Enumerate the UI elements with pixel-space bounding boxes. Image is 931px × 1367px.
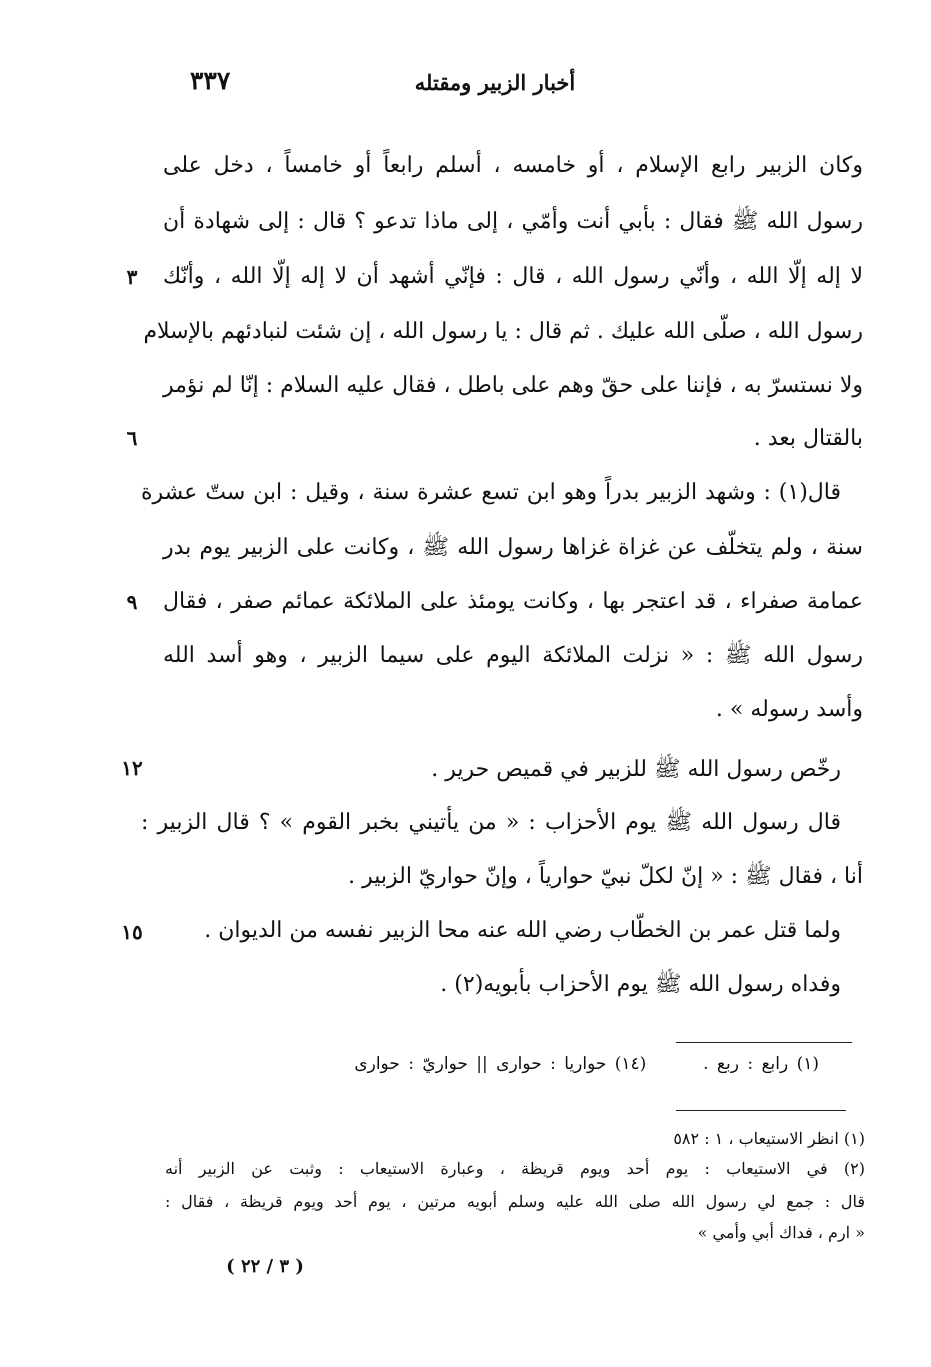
body-line: رسول الله ، صلّى الله عليك . ثم قال : يا رسول الله ، إن شئت لنبادئهم بالإسلام <box>143 319 863 344</box>
body-line: قال(١) : وشهد الزبير بدراً وهو ابن تسع عشرة سنة ، وقيل : ابن ستّ عشرة <box>141 480 841 505</box>
body-line: ولا نستسرّ به ، فإننا على حقّ وهم على باطل ، فقال عليه السلام : إنّا لم نؤمر <box>163 373 863 398</box>
footnotes-separator-rule <box>676 1110 846 1111</box>
running-header-title: أخبار الزبير ومقتله <box>414 70 576 95</box>
body-line: وفداه رسول الله ﷺ يوم الأحزاب بأبويه(٢) . <box>440 972 841 997</box>
body-line: عمامة صفراء ، قد اعتجر بها ، وكانت يومئذ على الملائكة عمائم صفر ، فقال <box>163 589 863 614</box>
variant-note: (١٤) حواريا : حوارى || حواريّ : حوارى <box>354 1054 647 1074</box>
line-number-marker: ١٥ <box>121 920 143 944</box>
line-number-marker: ١٢ <box>121 756 143 780</box>
textual-variants <box>259 1054 819 1074</box>
body-line: رخّص رسول الله ﷺ للزبير في قميص حرير . <box>431 757 841 782</box>
footnote-line: قال : جمع لي رسول الله صلى الله عليه وسلم أبويه مرتين ، يوم أحد ويوم قريظة ، فقال : <box>165 1192 865 1211</box>
body-line: سنة ، ولم يتخلّف عن غزاة غزاها رسول الله ﷺ ، وكانت على الزبير يوم بدر <box>163 535 863 560</box>
body-line: لا إله إلّا الله ، وأنّي رسول الله ، قال : فإنّي أشهد أن لا إله إلّا الله ، وأنّك <box>163 264 863 289</box>
line-number-marker: ٦ <box>126 426 138 450</box>
variants-separator-rule <box>676 1042 852 1043</box>
body-line: رسول الله ﷺ : « نزلت الملائكة اليوم على سيما الزبير ، وهو أسد الله <box>163 643 863 668</box>
body-line: رسول الله ﷺ فقال : بأبي أنت وأمّي ، إلى ماذا تدعو ؟ قال : إلى شهادة أن <box>163 209 863 234</box>
page-number: ٣٣٧ <box>190 66 231 95</box>
footnote-line: (٢) في الاستيعاب : يوم أحد ويوم قريظة ، وعبارة الاستيعاب : وثبت عن الزبير أنه <box>165 1159 865 1178</box>
body-line: قال رسول الله ﷺ يوم الأحزاب : « من يأتيني بخبر القوم » ؟ قال الزبير : <box>141 810 841 835</box>
body-line: بالقتال بعد . <box>753 426 863 451</box>
variant-note: (١) رابع : ربع . <box>703 1054 819 1074</box>
footnote-line: (١) انظر الاستيعاب ، ١ : ٥٨٢ <box>673 1129 865 1148</box>
body-line: أنا ، فقال ﷺ : « إنّ لكلّ نبيّ حوارياً ، وإنّ حواريّ الزبير . <box>348 864 863 889</box>
printer-signature-mark: ( ٣ / ٢٢ ) <box>226 1256 304 1277</box>
footnote-line: « ارم ، فداك أبي وأمي » <box>697 1223 865 1242</box>
body-line: وأسد رسوله » . <box>715 697 863 722</box>
body-line: ولما قتل عمر بن الخطّاب رضي الله عنه محا الزبير نفسه من الديوان . <box>204 918 841 943</box>
line-number-marker: ٣ <box>126 265 138 289</box>
body-line: وكان الزبير رابع الإسلام ، أو خامسه ، أسلم رابعاً أو خامساً ، دخل على <box>163 153 863 178</box>
line-number-marker: ٩ <box>126 590 138 614</box>
